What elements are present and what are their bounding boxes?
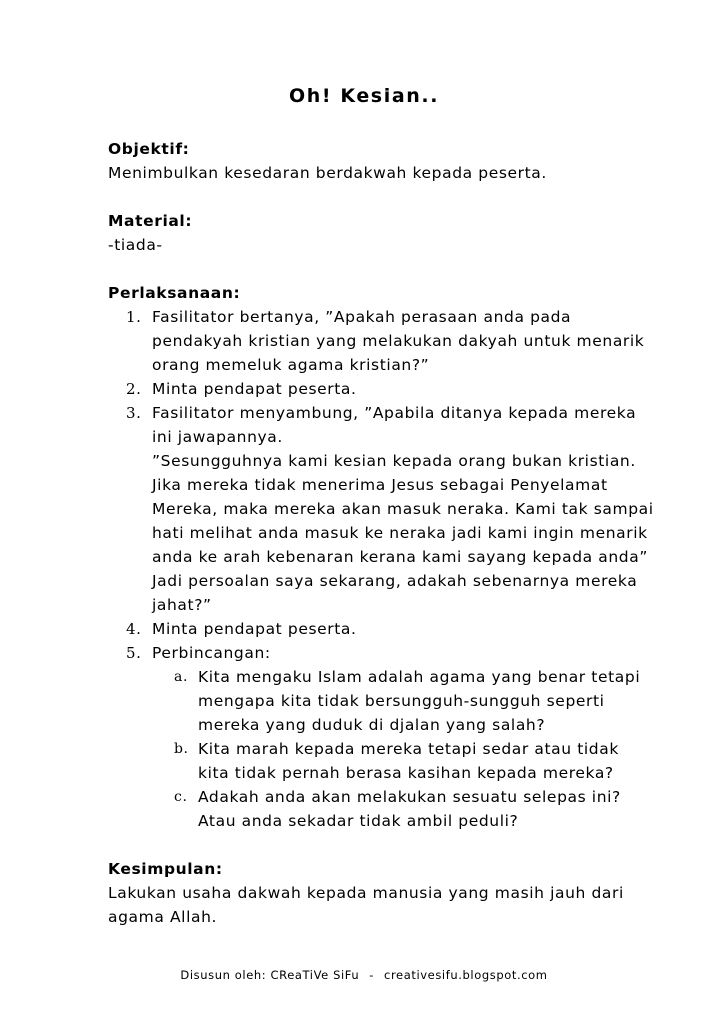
sublist-item [152,737,708,785]
perlaksanaan-list [108,305,708,833]
discussion-sublist [152,665,708,833]
page-footer [0,966,728,984]
sublist-item-line: mengapa kita tidak bersungguh-sungguh seperti [198,692,605,710]
list-item-line: Minta pendapat peserta. [152,380,357,398]
list-item-line: Jika mereka tidak menerima Jesus sebagai Penyelamat [152,476,608,494]
sublist-marker: b. [174,741,189,757]
kesimpulan-section [108,857,708,929]
perlaksanaan-heading: Perlaksanaan: [108,284,241,302]
material-section [108,209,708,257]
footer-separator: - [369,968,375,982]
kesimpulan-heading: Kesimpulan: [108,860,223,878]
list-item-line: ini jawapannya. [152,428,283,446]
list-item [108,617,708,641]
footer-site-link[interactable]: creativesifu.blogspot.com [384,968,548,982]
footer-credit: Disusun oleh: CReaTiVe SiFu [180,968,360,982]
list-marker: 3. [126,404,142,422]
list-item-line: orang memeluk agama kristian?” [152,356,430,374]
list-item-line: Mereka, maka mereka akan masuk neraka. Kami tak sampai [152,500,654,518]
list-item-line: Jadi persoalan saya sekarang, adakah sebenarnya mereka [152,572,638,590]
list-marker: 2. [126,380,142,398]
sublist-item-line: Atau anda sekadar tidak ambil peduli? [198,812,519,830]
list-item-line: jahat?” [152,596,212,614]
sublist-item [152,665,708,737]
kesimpulan-line: Lakukan usaha dakwah kepada manusia yang masih jauh dari [108,884,624,902]
list-marker: 5. [126,644,142,662]
sublist-item-line: mereka yang duduk di djalan yang salah? [198,716,546,734]
perlaksanaan-section [108,281,708,833]
sublist-marker: c. [174,789,188,805]
material-text: -tiada- [108,236,163,254]
list-item-line: ”Sesungguhnya kami kesian kepada orang bukan kristian. [152,452,636,470]
list-item-line: Fasilitator bertanya, ”Apakah perasaan anda pada [152,308,572,326]
list-item [108,377,708,401]
material-heading: Material: [108,212,193,230]
list-item-line: Fasilitator menyambung, ”Apabila ditanya kepada mereka [152,404,637,422]
list-item-line: anda ke arah kebenaran kerana kami sayang kepada anda” [152,548,648,566]
kesimpulan-line: agama Allah. [108,908,218,926]
objektif-text: Menimbulkan kesedaran berdakwah kepada peserta. [108,164,547,182]
sublist-item-line: Kita mengaku Islam adalah agama yang benar tetapi [198,668,641,686]
document-title: Oh! Kesian.. [288,85,440,107]
list-item-line: Perbincangan: [152,644,271,662]
list-item-line: Minta pendapat peserta. [152,620,357,638]
list-item-line: hati melihat anda masuk ke neraka jadi kami ingin menarik [152,524,648,542]
sublist-item-line: Adakah anda akan melakukan sesuatu selepas ini? [198,788,621,806]
objektif-heading: Objektif: [108,140,190,158]
list-marker: 1. [126,308,142,326]
list-item [108,641,708,833]
document-body [108,137,708,953]
list-marker: 4. [126,620,142,638]
list-item-line: pendakyah kristian yang melakukan dakyah untuk menarik [152,332,645,350]
sublist-item-line: kita tidak pernah berasa kasihan kepada mereka? [198,764,614,782]
sublist-marker: a. [174,669,188,685]
sublist-item-line: Kita marah kepada mereka tetapi sedar atau tidak [198,740,619,758]
objektif-section [108,137,708,185]
list-item [108,401,708,617]
list-item [108,305,708,377]
sublist-item [152,785,708,833]
